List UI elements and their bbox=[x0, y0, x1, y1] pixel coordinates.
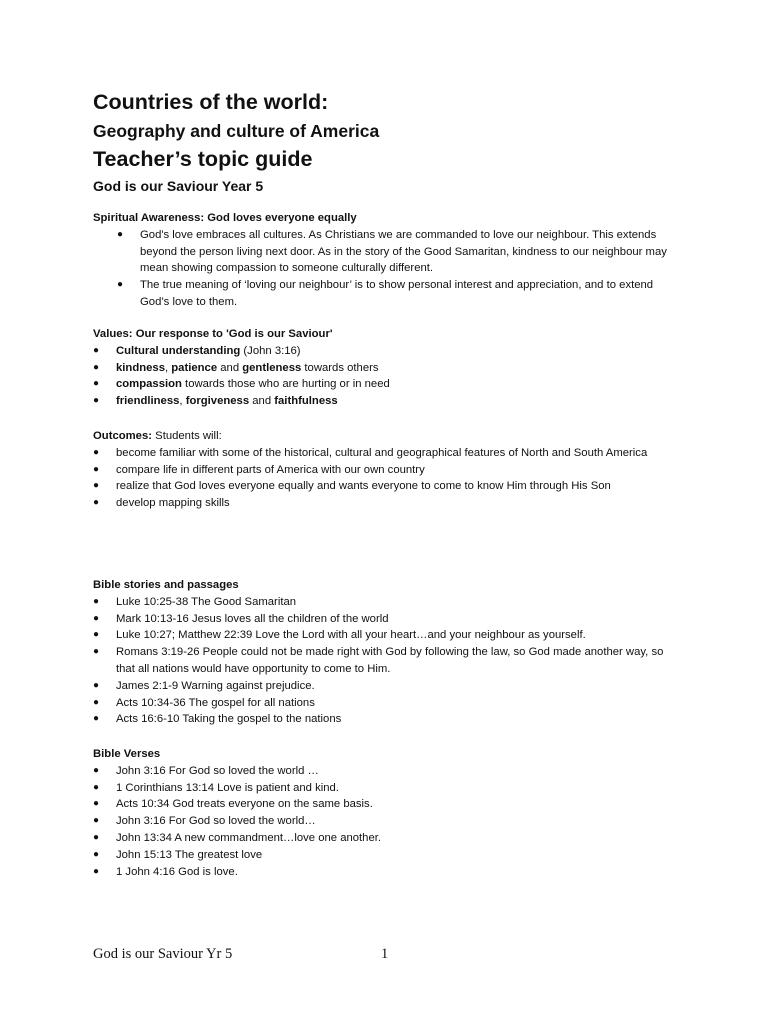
list-item: ● compare life in different parts of America with our own country bbox=[93, 462, 678, 479]
list-item: ● John 13:34 A new commandment…love one another. bbox=[93, 830, 678, 847]
bullet-icon: ● bbox=[93, 497, 100, 509]
section-heading: Spiritual Awareness: God loves everyone equally bbox=[93, 212, 357, 224]
list-item: ● compassion towards those who are hurting or in need bbox=[93, 376, 678, 393]
list-item: ● become familiar with some of the historical, cultural and geographical features of North and South America bbox=[93, 445, 678, 462]
bullet-icon: ● bbox=[93, 395, 100, 407]
bullet-icon: ● bbox=[93, 781, 100, 793]
values-section bbox=[93, 326, 678, 410]
bullet-icon: ● bbox=[93, 815, 100, 827]
bullet-icon: ● bbox=[93, 463, 100, 475]
bullet-icon: ● bbox=[93, 865, 100, 877]
list-item: ● God's love embraces all cultures. As Christians we are commanded to love our neighbour. This extends beyond the person living next door. As in the story of the Good Samaritan, kindness to our neighbour may mean showing compassion to someone culturally different. bbox=[117, 228, 667, 275]
spiritual-list bbox=[93, 227, 678, 311]
list-item: ● John 3:16 For God so loved the world… bbox=[93, 813, 678, 830]
bullet-icon: ● bbox=[93, 696, 100, 708]
page-number: 1 bbox=[381, 946, 389, 962]
bullet-icon: ● bbox=[93, 848, 100, 860]
section-heading: Values: Our response to 'God is our Saviour' bbox=[93, 328, 333, 340]
list-item: ● friendliness, forgiveness and faithfulness bbox=[93, 393, 678, 410]
bullet-icon: ● bbox=[93, 798, 100, 810]
bullet-icon: ● bbox=[93, 378, 100, 390]
section-heading: Outcomes: Students will: bbox=[93, 430, 222, 442]
section-heading: Bible stories and passages bbox=[93, 579, 239, 591]
list-item: ● develop mapping skills bbox=[93, 495, 678, 512]
bullet-icon: ● bbox=[93, 361, 100, 373]
list-item: ● realize that God loves everyone equally and wants everyone to come to know Him through His Son bbox=[93, 478, 678, 495]
guide-title: Teacher’s topic guide bbox=[93, 147, 313, 171]
bullet-icon: ● bbox=[93, 446, 100, 458]
list-item: ● Cultural understanding (John 3:16) bbox=[93, 343, 678, 360]
footer-text: God is our Saviour Yr 5 bbox=[93, 946, 233, 962]
list-item: ● Acts 10:34 God treats everyone on the same basis. bbox=[93, 796, 678, 813]
bullet-icon: ● bbox=[93, 629, 100, 641]
document-title: Countries of the world: bbox=[93, 90, 329, 114]
list-item: ● James 2:1-9 Warning against prejudice. bbox=[93, 678, 678, 695]
bullet-icon: ● bbox=[93, 480, 100, 492]
bullet-icon: ● bbox=[93, 595, 100, 607]
bullet-icon: ● bbox=[93, 612, 100, 624]
bullet-icon: ● bbox=[117, 228, 124, 240]
bible-stories-section bbox=[93, 577, 678, 728]
bullet-icon: ● bbox=[93, 646, 100, 658]
outcomes-list bbox=[93, 445, 678, 512]
bullet-icon: ● bbox=[93, 679, 100, 691]
list-item: ● 1 Corinthians 13:14 Love is patient and kind. bbox=[93, 780, 678, 797]
bullet-icon: ● bbox=[93, 713, 100, 725]
list-item: ● John 15:13 The greatest love bbox=[93, 847, 678, 864]
section-heading: Bible Verses bbox=[93, 748, 161, 760]
list-item: ● The true meaning of ‘loving our neighbour’ is to show personal interest and appreciation, and to extend God’s love to them. bbox=[117, 279, 654, 308]
list-item: ● 1 John 4:16 God is love. bbox=[93, 864, 678, 881]
unit-title: God is our Saviour Year 5 bbox=[93, 178, 264, 194]
outcomes-section bbox=[93, 428, 678, 512]
stories-list bbox=[93, 594, 678, 728]
values-list bbox=[93, 343, 678, 410]
list-item: ● Acts 16:6-10 Taking the gospel to the nations bbox=[93, 711, 678, 728]
document-subtitle: Geography and culture of America bbox=[93, 121, 380, 141]
bullet-icon: ● bbox=[93, 764, 100, 776]
list-item: ● Luke 10:27; Matthew 22:39 Love the Lord with all your heart…and your neighbour as yourself. bbox=[93, 627, 678, 644]
spiritual-awareness-section bbox=[93, 210, 678, 311]
list-item: ● kindness, patience and gentleness towards others bbox=[93, 360, 678, 377]
bible-verses-section bbox=[93, 746, 678, 880]
list-item: ● Mark 10:13-16 Jesus loves all the children of the world bbox=[93, 611, 678, 628]
list-item: ● Luke 10:25-38 The Good Samaritan bbox=[93, 594, 678, 611]
bullet-icon: ● bbox=[93, 344, 100, 356]
verses-list bbox=[93, 763, 678, 881]
list-item: ● Acts 10:34-36 The gospel for all nations bbox=[93, 695, 678, 712]
bullet-icon: ● bbox=[93, 831, 100, 843]
list-item: ● Romans 3:19-26 People could not be made right with God by following the law, so God made another way, so that all nations would have opportunity to come to Him. bbox=[93, 646, 664, 675]
list-item: ● John 3:16 For God so loved the world … bbox=[93, 763, 678, 780]
bullet-icon: ● bbox=[117, 279, 124, 291]
